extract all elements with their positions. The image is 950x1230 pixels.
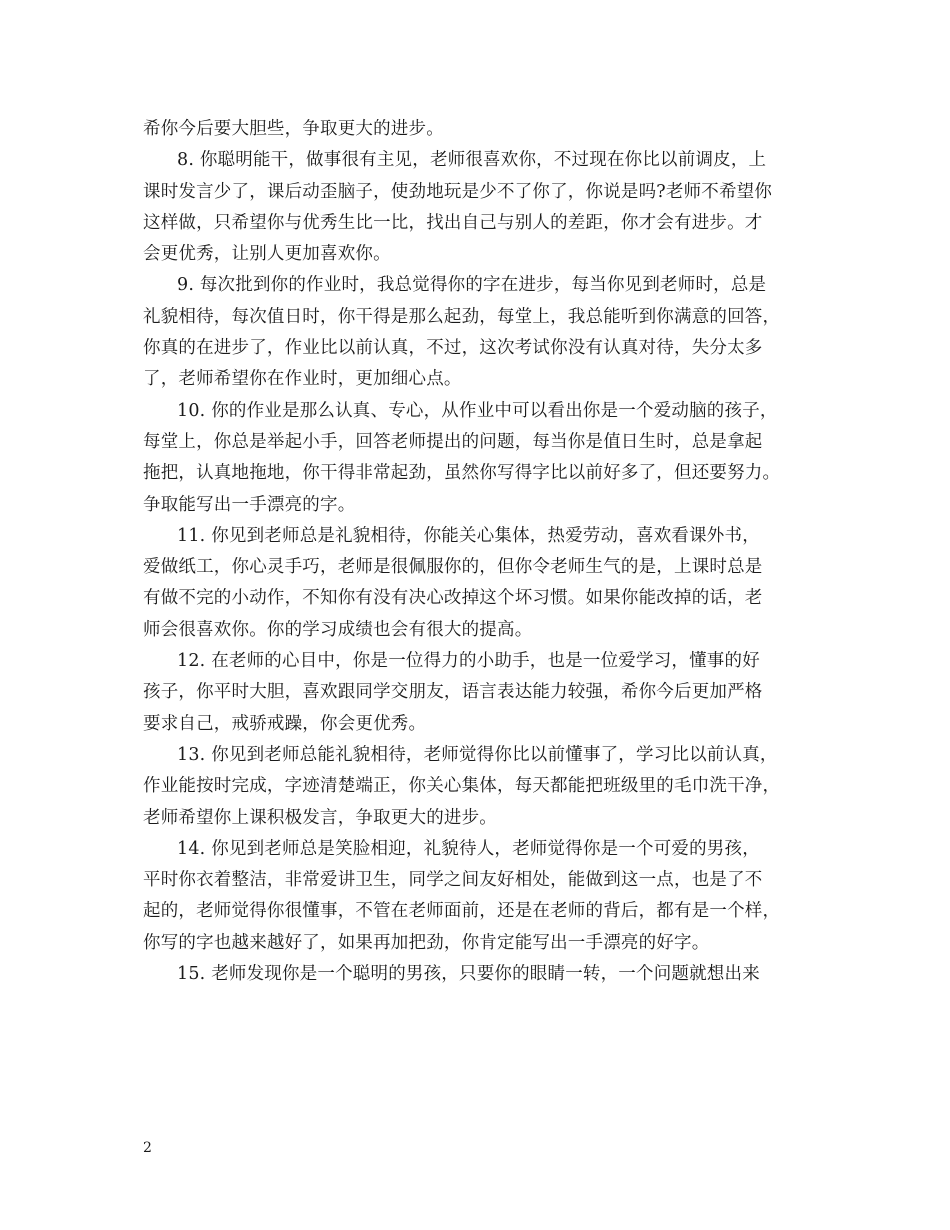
- text-line: 老师希望你上课积极发言，争取更大的进步。: [143, 807, 497, 828]
- text-line: 9. 每次批到你的作业时，我总觉得你的字在进步，每当你见到老师时，总是: [177, 275, 767, 296]
- text-line: 起的，老师觉得你很懂事，不管在老师面前，还是在老师的背后，都有是一个样，: [143, 901, 781, 922]
- text-line: 会更优秀，让别人更加喜欢你。: [143, 244, 391, 265]
- text-line: 作业能按时完成，字迹清楚端正，你关心集体，每天都能把班级里的毛巾洗干净，: [143, 776, 781, 797]
- text-line: 你写的字也越来越好了，如果再加把劲，你肯定能写出一手漂亮的好字。: [143, 932, 710, 953]
- text-line: 15. 老师发现你是一个聪明的男孩，只要你的眼睛一转，一个问题就想出来: [177, 964, 760, 985]
- text-line: 你真的在进步了，作业比以前认真，不过，这次考试你没有认真对待，失分太多: [143, 338, 763, 359]
- document-body: [143, 114, 813, 990]
- text-line: 要求自己，戒骄戒躁，你会更优秀。: [143, 713, 427, 734]
- text-line: 爱做纸工，你心灵手巧，老师是很佩服你的，但你令老师生气的是，上课时总是: [143, 557, 763, 578]
- text-line: 师会很喜欢你。你的学习成绩也会有很大的提高。: [143, 619, 533, 640]
- text-line: 11. 你见到老师总是礼貌相待，你能关心集体，热爱劳动，喜欢看课外书，: [177, 525, 760, 546]
- text-line: 每堂上，你总是举起小手，回答老师提出的问题，每当你是值日生时，总是拿起: [143, 431, 763, 452]
- text-line: 14. 你见到老师总是笑脸相迎，礼貌待人，老师觉得你是一个可爱的男孩，: [177, 838, 760, 859]
- text-line: 了，老师希望你在作业时，更加细心点。: [143, 369, 462, 390]
- text-line: 课时发言少了，课后动歪脑子，使劲地玩是少不了你了，你说是吗?老师不希望你: [143, 181, 773, 202]
- text-line: 8. 你聪明能干，做事很有主见，老师很喜欢你，不过现在你比以前调皮，上: [177, 150, 767, 171]
- text-line: 12. 在老师的心目中，你是一位得力的小助手，也是一位爱学习，懂事的好: [177, 651, 760, 672]
- text-line: 希你今后要大胆些，争取更大的进步。: [143, 119, 444, 139]
- text-line: 拖把，认真地拖地，你干得非常起劲，虽然你写得字比以前好多了，但还要努力。: [143, 463, 781, 484]
- text-line: 有做不完的小动作，不知你有没有决心改掉这个坏习惯。如果你能改掉的话，老: [143, 588, 763, 609]
- text-line: 孩子，你平时大胆，喜欢跟同学交朋友，语言表达能力较强，希你今后更加严格: [143, 682, 763, 703]
- text-line: 礼貌相待，每次值日时，你干得是那么起劲，每堂上，我总能听到你满意的回答，: [143, 306, 781, 327]
- text-line: 平时你衣着整洁，非常爱讲卫生，同学之间友好相处，能做到这一点，也是了不: [143, 870, 763, 891]
- text-line: 争取能写出一手漂亮的字。: [143, 494, 356, 515]
- text-line: 13. 你见到老师总能礼貌相待，老师觉得你比以前懂事了，学习比以前认真，: [177, 744, 778, 765]
- text-line: 这样做，只希望你与优秀生比一比，找出自己与别人的差距，你才会有进步。才: [143, 212, 763, 233]
- page-number: 2: [143, 1140, 152, 1156]
- text-line: 10. 你的作业是那么认真、专心，从作业中可以看出你是一个爱动脑的孩子，: [177, 400, 778, 421]
